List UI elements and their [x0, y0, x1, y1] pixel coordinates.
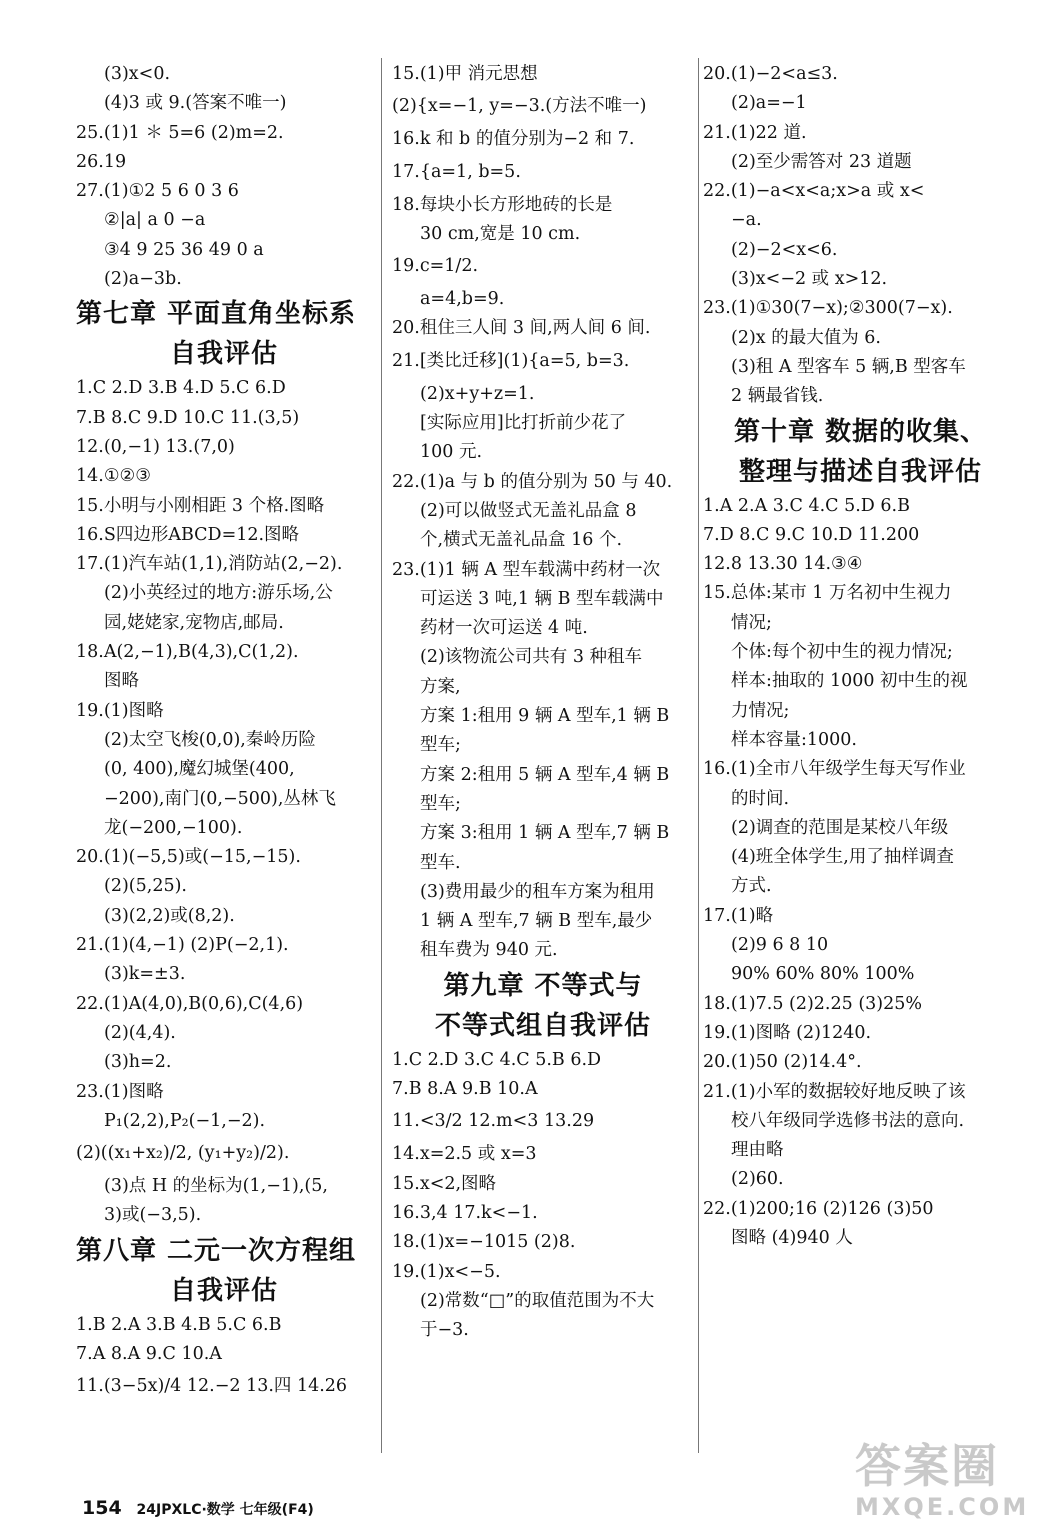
answer-line: 方案 2:租用 5 辆 A 型车,4 辆 B — [420, 764, 670, 785]
answer-line: 园,姥姥家,宠物店,邮局. — [104, 612, 284, 633]
answer-line: 12.(0,−1) 13.(7,0) — [76, 436, 235, 457]
answer-line: (4)班全体学生,用了抽样调查 — [731, 847, 954, 868]
answer-line: (3)租 A 型客车 5 辆,B 型客车 — [731, 356, 966, 377]
answer-line: 情况; — [731, 612, 772, 633]
chapter-heading: 自我评估 — [169, 339, 278, 370]
answer-line: 可运送 3 吨,1 辆 B 型车载满中 — [420, 588, 664, 609]
answer-line: (2)调查的范围是某校八年级 — [731, 817, 949, 838]
answer-line: 23.(1)1 辆 A 型车载满中药材一次 — [392, 559, 661, 580]
answer-line: 型车; — [420, 735, 461, 756]
answer-line: (4)3 或 9.(答案不唯一) — [104, 93, 287, 114]
answer-line: 20.(1)−2<a≤3. — [703, 64, 838, 84]
answer-line: (2)小英经过的地方:游乐场,公 — [104, 583, 333, 604]
answer-line: 方案 3:租用 1 辆 A 型车,7 辆 B — [420, 823, 670, 844]
answer-line: 11.(3−5x)/4 12.−2 13.四 14.26 — [76, 1376, 348, 1397]
answer-line: 药材一次可运送 4 吨. — [420, 618, 588, 639]
answer-line: 1.C 2.D 3.B 4.D 5.C 6.D — [76, 378, 286, 399]
answer-line: 校八年级同学选修书法的意向. — [731, 1110, 965, 1131]
answer-line: 1.A 2.A 3.C 4.C 5.D 6.B — [703, 495, 910, 516]
watermark-text: 答案圈 — [855, 1439, 999, 1493]
answer-line: (2)−2<x<6. — [731, 239, 838, 260]
answer-line: 15.x<2,图略 — [392, 1173, 497, 1194]
answer-line: a=4,b=9. — [420, 289, 505, 310]
answer-line: 的时间. — [731, 788, 790, 809]
answer-column-2 — [392, 60, 694, 1345]
answer-line: 1.B 2.A 3.B 4.B 5.C 6.B — [76, 1314, 282, 1335]
answer-line: 15.总体:某市 1 万名初中生视力 — [703, 583, 952, 604]
answer-line: 27.(1)①2 5 6 0 3 6 — [76, 181, 239, 202]
answer-line: 22.(1)a 与 b 的值分别为 50 与 40. — [392, 471, 673, 492]
answer-line: 7.B 8.A 9.B 10.A — [392, 1079, 538, 1100]
answer-line: 7.A 8.A 9.C 10.A — [76, 1343, 222, 1364]
answer-line: 30 cm,宽是 10 cm. — [420, 223, 581, 244]
answer-line: 100 元. — [420, 442, 483, 463]
answer-line: 15.小明与小刚相距 3 个格.图略 — [76, 495, 325, 516]
answer-line: (2)x 的最大值为 6. — [731, 327, 881, 348]
answer-line: 1 辆 A 型车,7 辆 B 型车,最少 — [420, 911, 653, 932]
answer-line: 23.(1)①30(7−x);②300(7−x). — [703, 298, 953, 319]
answer-line: (2)太空飞梭(0,0),秦岭历险 — [104, 729, 316, 750]
answer-line: 25.(1)1 ＊ 5=6 (2)m=2. — [76, 122, 284, 143]
chapter-heading: 第十章 数据的收集、 — [733, 416, 988, 447]
page-number: 154 — [82, 1497, 122, 1519]
answer-line: 1.C 2.D 3.C 4.C 5.B 6.D — [392, 1049, 602, 1070]
answer-line: 型车; — [420, 793, 461, 814]
answer-line: 23.(1)图略 — [76, 1081, 164, 1102]
answer-line: 力情况; — [731, 700, 790, 721]
answer-line: 22.(1)−a<x<a;x>a 或 x< — [703, 181, 925, 202]
answer-line: 16.3,4 17.k<−1. — [392, 1202, 538, 1223]
chapter-heading: 第七章 平面直角坐标系 — [76, 299, 357, 330]
answer-column-1 — [76, 60, 372, 1405]
answer-line: 图略 (4)940 人 — [731, 1227, 853, 1248]
answer-line: ③4 9 25 36 49 0 a — [104, 239, 264, 260]
answer-line: 14.x=2.5 或 x=3 — [392, 1144, 537, 1165]
answer-line: 21.(1)22 道. — [703, 122, 807, 143]
answer-line: 21.(1)小军的数据较好地反映了该 — [703, 1081, 966, 1102]
answer-line: 20.(1)50 (2)14.4°. — [703, 1052, 862, 1073]
chapter-heading: 第八章 二元一次方程组 — [76, 1235, 357, 1266]
answer-line: 个体:每个初中生的视力情况; — [731, 642, 953, 663]
answer-line: 19.c=1/2. — [392, 256, 479, 277]
answer-line: 方式. — [731, 876, 772, 897]
answer-line: 3)或(−3,5). — [104, 1205, 202, 1226]
chapter-heading: 第九章 不等式与 — [443, 970, 643, 1001]
answer-line: 图略 — [104, 671, 139, 692]
answer-line: 26.19 — [76, 151, 127, 172]
answer-line: 11.<3/2 12.m<3 13.29 — [392, 1111, 595, 1132]
answer-line: (3)x<0. — [104, 64, 171, 84]
answer-line: 18.(1)x=−1015 (2)8. — [392, 1232, 576, 1253]
answer-line: 17.{a=1, b=5. — [392, 161, 521, 182]
answer-line: 7.B 8.C 9.D 10.C 11.(3,5) — [76, 407, 300, 428]
answer-line: 于−3. — [420, 1320, 469, 1341]
answer-line: 17.(1)略 — [703, 905, 774, 926]
answer-line: (3)h=2. — [104, 1052, 172, 1073]
answer-line: (2)(5,25). — [104, 876, 187, 897]
answer-line: 19.(1)图略 (2)1240. — [703, 1022, 872, 1043]
answer-line: [实际应用]比打折前少花了 — [420, 413, 627, 434]
answer-line: ②|a| a 0 −a — [104, 210, 206, 231]
answer-line: 租车费为 940 元. — [420, 940, 558, 961]
answer-line: 19.(1)x<−5. — [392, 1261, 501, 1282]
answer-line: 理由略 — [731, 1140, 784, 1161]
answer-line: (2)常数“□”的取值范围为不大 — [420, 1290, 655, 1311]
answer-line: 方案 1:租用 9 辆 A 型车,1 辆 B — [420, 706, 670, 727]
answer-line: (3)(2,2)或(8,2). — [104, 905, 235, 926]
answer-line: 22.(1)A(4,0),B(0,6),C(4,6) — [76, 993, 304, 1014]
answer-line: 15.(1)甲 消元思想 — [392, 64, 538, 84]
answer-line: 16.S四边形ABCD=12.图略 — [76, 524, 300, 545]
answer-line: 18.A(2,−1),B(4,3),C(1,2). — [76, 642, 299, 663]
answer-line: (2)x+y+z=1. — [420, 383, 535, 404]
answer-line: 2 辆最省钱. — [731, 386, 824, 407]
answer-line: 90% 60% 80% 100% — [731, 964, 915, 985]
answer-line: −200),南门(0,−500),丛林飞 — [104, 788, 336, 809]
answer-line: 18.(1)7.5 (2)2.25 (3)25% — [703, 993, 923, 1014]
book-code: 24JPXLC·数学 七年级(F4) — [136, 1502, 314, 1518]
answer-line: (2){x=−1, y=−3.(方法不唯一) — [392, 96, 647, 117]
column-divider-2 — [698, 58, 699, 1453]
answer-line: 16.k 和 b 的值分别为−2 和 7. — [392, 129, 635, 150]
answer-line: 个,横式无盖礼品盒 16 个. — [420, 530, 623, 551]
answer-line: 样本:抽取的 1000 初中生的视 — [731, 671, 968, 692]
answer-line: 21.[类比迁移](1){a=5, b=3. — [392, 350, 630, 371]
answer-line: 18.每块小长方形地砖的长是 — [392, 194, 613, 215]
answer-line: 方案, — [420, 676, 461, 697]
answer-line: (2)9 6 8 10 — [731, 935, 829, 956]
answer-line: 样本容量:1000. — [731, 729, 857, 750]
answer-line: 21.(1)(4,−1) (2)P(−2,1). — [76, 935, 289, 956]
answer-line: (3)x<−2 或 x>12. — [731, 269, 888, 290]
answer-line: 16.(1)全市八年级学生每天写作业 — [703, 759, 966, 780]
answer-line: (2)((x₁+x₂)/2, (y₁+y₂)/2). — [76, 1143, 290, 1164]
answer-line: 7.D 8.C 9.C 10.D 11.200 — [703, 524, 920, 545]
answer-line: (2)(4,4). — [104, 1022, 176, 1043]
answer-line: P₁(2,2),P₂(−1,−2). — [104, 1110, 266, 1131]
answer-line: (3)费用最少的租车方案为租用 — [420, 881, 655, 902]
answer-line: (2)a−3b. — [104, 269, 182, 290]
answer-line: 22.(1)200;16 (2)126 (3)50 — [703, 1198, 934, 1219]
answer-line: 20.(1)(−5,5)或(−15,−15). — [76, 847, 301, 868]
watermark-logo — [855, 1440, 1030, 1530]
answer-line: (3)k=±3. — [104, 964, 186, 985]
answer-line: 14.①②③ — [76, 466, 151, 487]
answer-line: (2)至少需答对 23 道题 — [731, 151, 912, 172]
answer-line: 型车. — [420, 852, 461, 873]
answer-line: 20.租住三人间 3 间,两人间 6 间. — [392, 318, 651, 339]
answer-line: (3)点 H 的坐标为(1,−1),(5, — [104, 1176, 328, 1197]
watermark-url: MXQE.COM — [855, 1493, 1030, 1521]
answer-line: 龙(−200,−100). — [104, 817, 243, 838]
answer-column-3 — [703, 60, 1018, 1253]
page-footer — [82, 1497, 314, 1519]
answer-line: (0, 400),魔幻城堡(400, — [104, 759, 295, 780]
answer-line: 17.(1)汽车站(1,1),消防站(2,−2). — [76, 554, 343, 575]
answer-line: (2)60. — [731, 1169, 784, 1190]
answer-line: (2)该物流公司共有 3 种租车 — [420, 647, 643, 668]
answer-line: (2)可以做竖式无盖礼品盒 8 — [420, 500, 637, 521]
chapter-heading: 不等式组自我评估 — [434, 1010, 651, 1041]
answer-line: (2)a=−1 — [731, 93, 807, 114]
answer-line: 12.8 13.30 14.③④ — [703, 554, 863, 575]
answer-line: 19.(1)图略 — [76, 700, 164, 721]
column-divider-1 — [381, 58, 382, 1453]
answer-line: −a. — [731, 210, 762, 231]
chapter-heading: 整理与描述自我评估 — [738, 456, 982, 487]
chapter-heading: 自我评估 — [169, 1275, 278, 1306]
